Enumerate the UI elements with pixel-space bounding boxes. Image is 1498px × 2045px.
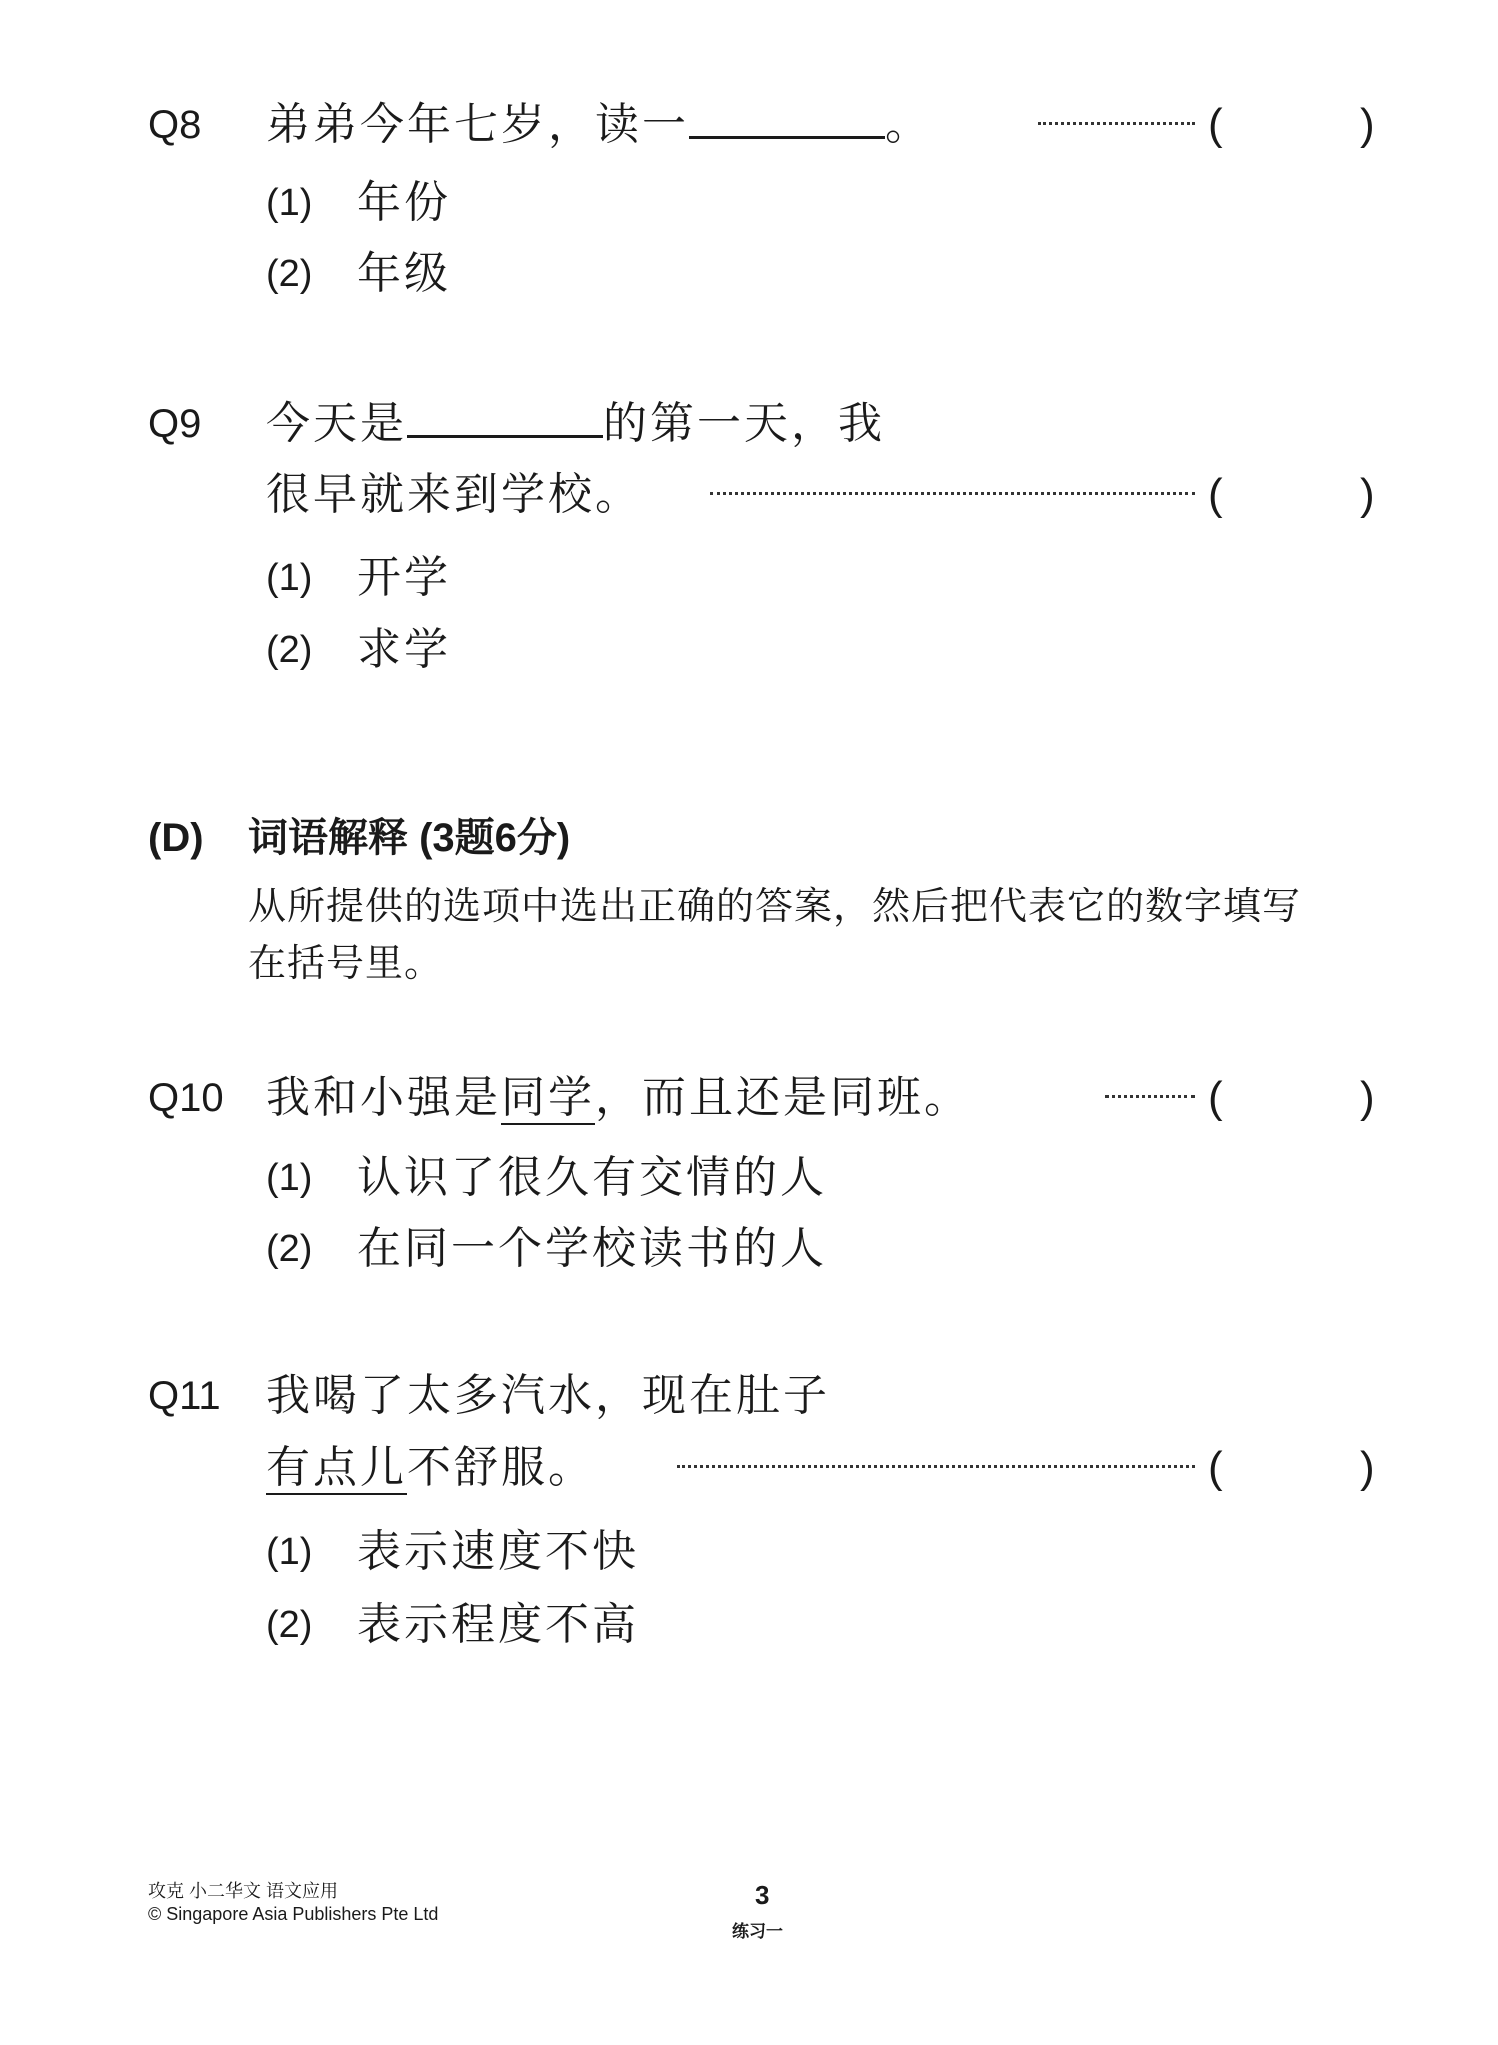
option-number: (2) xyxy=(266,1604,313,1646)
book-title: 攻克 小二华文 语文应用 xyxy=(148,1881,339,1901)
copyright: © Singapore Asia Publishers Pte Ltd xyxy=(148,1904,439,1924)
question-label: Q10 xyxy=(148,1076,224,1120)
underlined-word: 同学 xyxy=(501,1072,595,1123)
question-label: Q8 xyxy=(148,103,202,147)
text-after: 不舒服。 xyxy=(407,1442,595,1493)
option-text: 开学 xyxy=(357,552,451,603)
question-text-line2: 很早就来到学校。 xyxy=(266,469,642,520)
option-number: (2) xyxy=(266,253,313,295)
section-title: 词语解释 (3题6分) xyxy=(248,816,571,860)
section-label: (D) xyxy=(148,816,204,860)
answer-box[interactable] xyxy=(1230,1073,1355,1123)
text-after: ，而且还是同班。 xyxy=(595,1072,971,1123)
question-label: Q9 xyxy=(148,402,202,446)
text-before: 弟弟今年七岁，读一 xyxy=(266,99,689,150)
instruction-line: 在括号里。 xyxy=(248,943,444,985)
option-text: 表示程度不高 xyxy=(357,1599,639,1650)
option-number: (1) xyxy=(266,1531,313,1573)
leader-dots xyxy=(1105,1095,1195,1098)
underlined-word: 有点儿 xyxy=(266,1442,407,1493)
text-after: 的第一天，我 xyxy=(603,398,885,449)
text-before: 今天是 xyxy=(266,398,407,449)
exercise-label: 练习一 xyxy=(732,1922,783,1941)
answer-paren-close: ) xyxy=(1360,100,1375,149)
question-text xyxy=(266,1073,971,1123)
leader-dots xyxy=(710,492,1195,495)
answer-box[interactable] xyxy=(1230,470,1355,520)
answer-paren-open: ( xyxy=(1208,100,1223,149)
answer-blank[interactable] xyxy=(407,401,603,438)
question-text xyxy=(266,100,932,150)
option-text: 年级 xyxy=(357,248,451,299)
question-text: 我喝了太多汽水，现在肚子 xyxy=(266,1370,830,1421)
answer-paren-open: ( xyxy=(1208,1443,1223,1492)
option-text: 在同一个学校读书的人 xyxy=(357,1223,827,1274)
answer-box[interactable] xyxy=(1230,100,1355,150)
answer-paren-close: ) xyxy=(1360,1073,1375,1122)
text-after: 。 xyxy=(885,99,932,150)
leader-dots xyxy=(1038,122,1195,125)
option-number: (2) xyxy=(266,629,313,671)
option-number: (1) xyxy=(266,182,313,224)
question-label: Q11 xyxy=(148,1374,221,1418)
option-number: (1) xyxy=(266,557,313,599)
option-number: (1) xyxy=(266,1157,313,1199)
option-number: (2) xyxy=(266,1228,313,1270)
leader-dots xyxy=(677,1465,1195,1468)
option-text: 年份 xyxy=(357,177,451,228)
answer-blank[interactable] xyxy=(689,102,885,139)
option-text: 认识了很久有交情的人 xyxy=(357,1152,827,1203)
question-text xyxy=(266,399,885,449)
answer-paren-open: ( xyxy=(1208,470,1223,519)
instruction-line: 从所提供的选项中选出正确的答案，然后把代表它的数字填写 xyxy=(248,886,1302,928)
option-text: 表示速度不快 xyxy=(357,1526,639,1577)
question-text-line2 xyxy=(266,1443,595,1493)
answer-box[interactable] xyxy=(1230,1443,1355,1493)
text-before: 我和小强是 xyxy=(266,1072,501,1123)
option-text: 求学 xyxy=(357,624,451,675)
answer-paren-open: ( xyxy=(1208,1073,1223,1122)
page-number: 3 xyxy=(755,1880,770,1910)
answer-paren-close: ) xyxy=(1360,1443,1375,1492)
answer-paren-close: ) xyxy=(1360,470,1375,519)
